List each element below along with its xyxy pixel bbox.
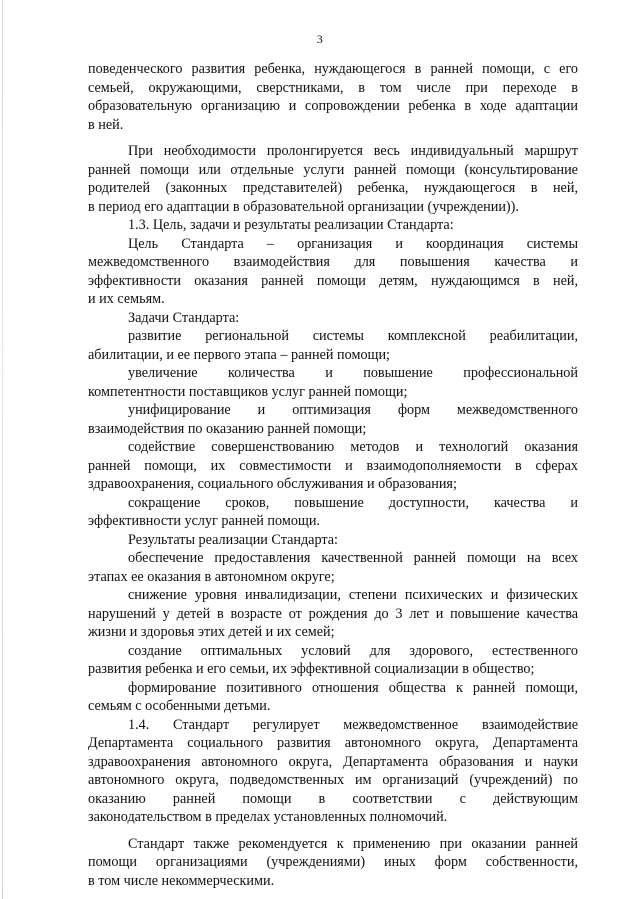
text-line: Департамента социального развития автономного округа, Департамента [88, 735, 578, 751]
text-line: унифицирование и оптимизация форм межведомственного [128, 402, 578, 418]
text-line: снижение уровня инвалидизации, степени психических и физических [128, 587, 578, 603]
document-body [88, 60, 578, 890]
result-item [88, 642, 578, 679]
text-line: Задачи Стандарта: [128, 309, 240, 326]
text-line: увеличение количества и повышение профессиональной [128, 365, 578, 381]
results-heading [88, 531, 578, 550]
text-line: поведенческого развития ребенка, нуждающегося в ранней помощи, с его [88, 61, 578, 77]
text-line: создание оптимальных условий для здорового, естественного [128, 642, 578, 659]
text-line: законодательством в пределах установленных полномочий. [88, 809, 448, 825]
text-line: образовательную организацию и сопровождении ребенка в ходе адаптации [88, 98, 578, 114]
result-item [88, 586, 578, 642]
text-line: формирование позитивного отношения общества к ранней помощи, [128, 679, 578, 696]
text-line: нарушений у детей в возрасте от рождения до 3 лет и повышение качества [88, 605, 578, 622]
text-line: взаимодействия по оказанию ранней помощи; [88, 420, 367, 437]
text-line: оказанию ранней помощи в соответствии с действующим [88, 790, 578, 807]
text-line: в период его адаптации в образовательной организации (учреждении)). [88, 198, 519, 215]
text-line: Стандарт также рекомендуется к применению при оказании ранней [128, 835, 578, 852]
task-item [88, 364, 578, 401]
result-item [88, 549, 578, 586]
text-line: компетентности поставщиков услуг ранней помощи; [88, 383, 408, 400]
text-line: 1.3. Цель, задачи и результаты реализации Стандарта: [128, 217, 454, 233]
text-line: в том числе некоммерческими. [88, 872, 275, 889]
text-line: семьям с особенными детьми. [88, 698, 271, 714]
paragraph-recommendation [88, 835, 578, 891]
text-line: родителей (законных представителей) ребенка, нуждающегося в ней, [88, 180, 578, 196]
text-line: Цель Стандарта – организация и координация системы [128, 235, 578, 252]
text-line: помощи организациями (учреждениями) иных форм собственности, [88, 854, 578, 870]
text-line: 1.4. Стандарт регулирует межведомственное взаимодействие [128, 716, 578, 733]
text-line: и их семьям. [88, 291, 165, 307]
task-item [88, 401, 578, 438]
text-line: развитие региональной системы комплексной реабилитации, [128, 328, 578, 344]
text-line: здравоохранения автономного округа, Департамента образования и науки [88, 753, 578, 770]
paragraph-goal [88, 235, 578, 309]
task-item [88, 494, 578, 531]
page-number: 3 [316, 32, 324, 46]
text-line: ранней помощи, их совместимости и взаимодополняемости в сферах [88, 457, 578, 474]
paragraph-prolongation [88, 142, 578, 216]
text-line: абилитации, и ее первого этапа – ранней помощи; [88, 346, 390, 363]
result-item [88, 679, 578, 716]
text-line: межведомственного взаимодействия для повышения качества и [88, 254, 578, 270]
tasks-heading [88, 309, 578, 328]
text-line: обеспечение предоставления качественной ранней помощи на всех [128, 550, 578, 566]
text-line: здравоохранения, социального обслуживания и образования; [88, 476, 457, 492]
paragraph-continuation [88, 60, 578, 134]
text-line: Результаты реализации Стандарта: [128, 531, 338, 548]
text-line: развития ребенка и его семьи, их эффективной социализации в общество; [88, 661, 535, 677]
task-item [88, 438, 578, 494]
section-1-4 [88, 716, 578, 827]
text-line: эффективности оказания ранней помощи детям, нуждающимся в ней, [88, 272, 578, 289]
task-item [88, 327, 578, 364]
text-line: эффективности услуг ранней помощи. [88, 513, 320, 529]
text-line: жизни и здоровья этих детей и их семей; [88, 624, 335, 640]
text-line: ранней помощи или отдельные услуги ранней помощи (консультирование [88, 161, 578, 178]
text-line: сокращение сроков, повышение доступности, качества и [128, 494, 578, 511]
text-line: этапах ее оказания в автономном округе; [88, 568, 335, 585]
section-heading-1-3 [88, 216, 578, 235]
text-line: в ней. [88, 116, 124, 133]
scan-edge [2, 0, 3, 899]
text-line: содействие совершенствованию методов и технологий оказания [128, 439, 578, 455]
text-line: семьей, окружающими, сверстниками, в том числе при переходе в [88, 79, 578, 96]
text-line: автономного округа, подведомственных им организаций (учреждений) по [88, 772, 578, 788]
text-line: При необходимости пролонгируется весь индивидуальный маршрут [128, 143, 578, 159]
